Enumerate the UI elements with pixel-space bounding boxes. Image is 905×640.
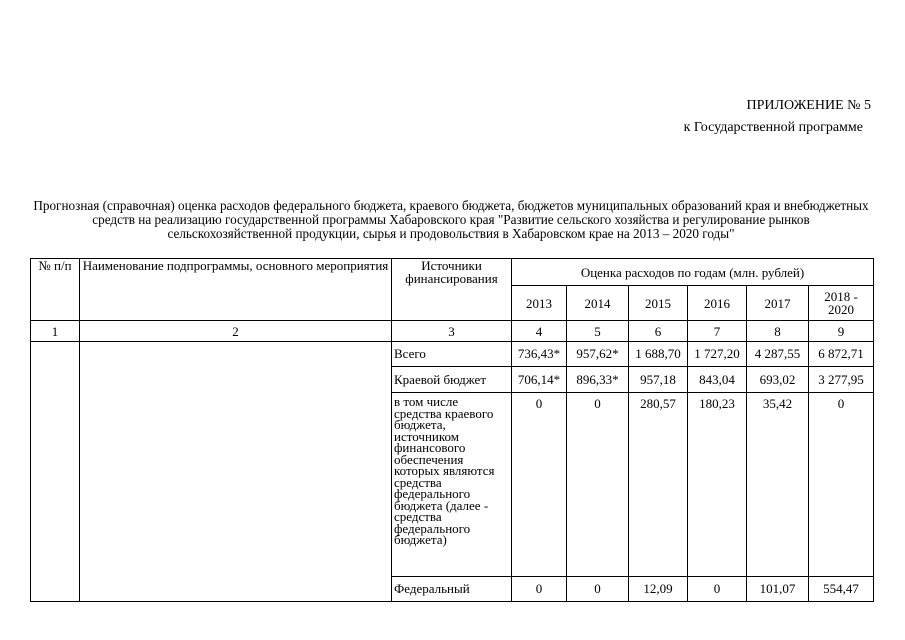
header-name: Наименование подпрограммы, основного мероприятия bbox=[80, 259, 392, 321]
value-cell: 0 bbox=[809, 393, 874, 577]
header-estimate: Оценка расходов по годам (млн. рублей) bbox=[512, 259, 874, 286]
value-cell: 0 bbox=[567, 393, 629, 577]
expenditure-table bbox=[30, 258, 874, 602]
value-cell: 280,57 bbox=[629, 393, 688, 577]
column-number: 3 bbox=[392, 321, 512, 342]
header-year: 2015 bbox=[629, 286, 688, 321]
column-number: 6 bbox=[629, 321, 688, 342]
column-number: 8 bbox=[747, 321, 809, 342]
source-cell: Краевой бюджет bbox=[392, 367, 512, 393]
column-number: 2 bbox=[80, 321, 392, 342]
column-number: 7 bbox=[688, 321, 747, 342]
value-cell: 554,47 bbox=[809, 577, 874, 602]
value-cell: 1 727,20 bbox=[688, 342, 747, 367]
value-cell: 693,02 bbox=[747, 367, 809, 393]
column-number: 9 bbox=[809, 321, 874, 342]
value-cell: 35,42 bbox=[747, 393, 809, 577]
value-cell: 736,43* bbox=[512, 342, 567, 367]
source-cell: Федеральный bbox=[392, 577, 512, 602]
value-cell: 957,62* bbox=[567, 342, 629, 367]
appendix-reference: к Государственной программе bbox=[683, 119, 863, 135]
source-cell: Всего bbox=[392, 342, 512, 367]
value-cell: 0 bbox=[567, 577, 629, 602]
value-cell: 957,18 bbox=[629, 367, 688, 393]
value-cell: 1 688,70 bbox=[629, 342, 688, 367]
value-cell: 3 277,95 bbox=[809, 367, 874, 393]
column-number: 1 bbox=[31, 321, 80, 342]
value-cell: 180,23 bbox=[688, 393, 747, 577]
appendix-number: ПРИЛОЖЕНИЕ № 5 bbox=[746, 98, 871, 113]
appendix-header bbox=[684, 95, 871, 138]
value-cell: 12,09 bbox=[629, 577, 688, 602]
value-cell: 706,14* bbox=[512, 367, 567, 393]
header-source: Источники финансирования bbox=[392, 259, 512, 321]
value-cell: 0 bbox=[688, 577, 747, 602]
row-number-cell bbox=[31, 342, 80, 602]
header-num: № п/п bbox=[31, 259, 80, 321]
header-year: 2017 bbox=[747, 286, 809, 321]
table-row bbox=[31, 342, 874, 367]
header-year: 2018 - 2020 bbox=[809, 286, 874, 321]
value-cell: 4 287,55 bbox=[747, 342, 809, 367]
header-year: 2016 bbox=[688, 286, 747, 321]
value-cell: 6 872,71 bbox=[809, 342, 874, 367]
value-cell: 0 bbox=[512, 393, 567, 577]
document-title: Прогнозная (справочная) оценка расходов федерального бюджета, краевого бюджета, бюджетов муниципальных образований края и внебюджетных средств на реализацию государственной программы Хабаровского края "Развитие сельского хозяйства и регулирование рынков сельскохозяйственной продукции, сырья и продовольствия в Хабаровском крае на 2013 – 2020 годы" bbox=[33, 198, 869, 241]
column-number: 5 bbox=[567, 321, 629, 342]
source-cell: в том числе средства краевого бюджета, источником финансового обеспечения которых являются средства федерального бюджета (далее - средства федерального бюджета) bbox=[392, 393, 512, 577]
column-number: 4 bbox=[512, 321, 567, 342]
value-cell: 896,33* bbox=[567, 367, 629, 393]
header-year: 2013 bbox=[512, 286, 567, 321]
header-year: 2014 bbox=[567, 286, 629, 321]
value-cell: 0 bbox=[512, 577, 567, 602]
value-cell: 101,07 bbox=[747, 577, 809, 602]
row-name-cell bbox=[80, 342, 392, 602]
value-cell: 843,04 bbox=[688, 367, 747, 393]
